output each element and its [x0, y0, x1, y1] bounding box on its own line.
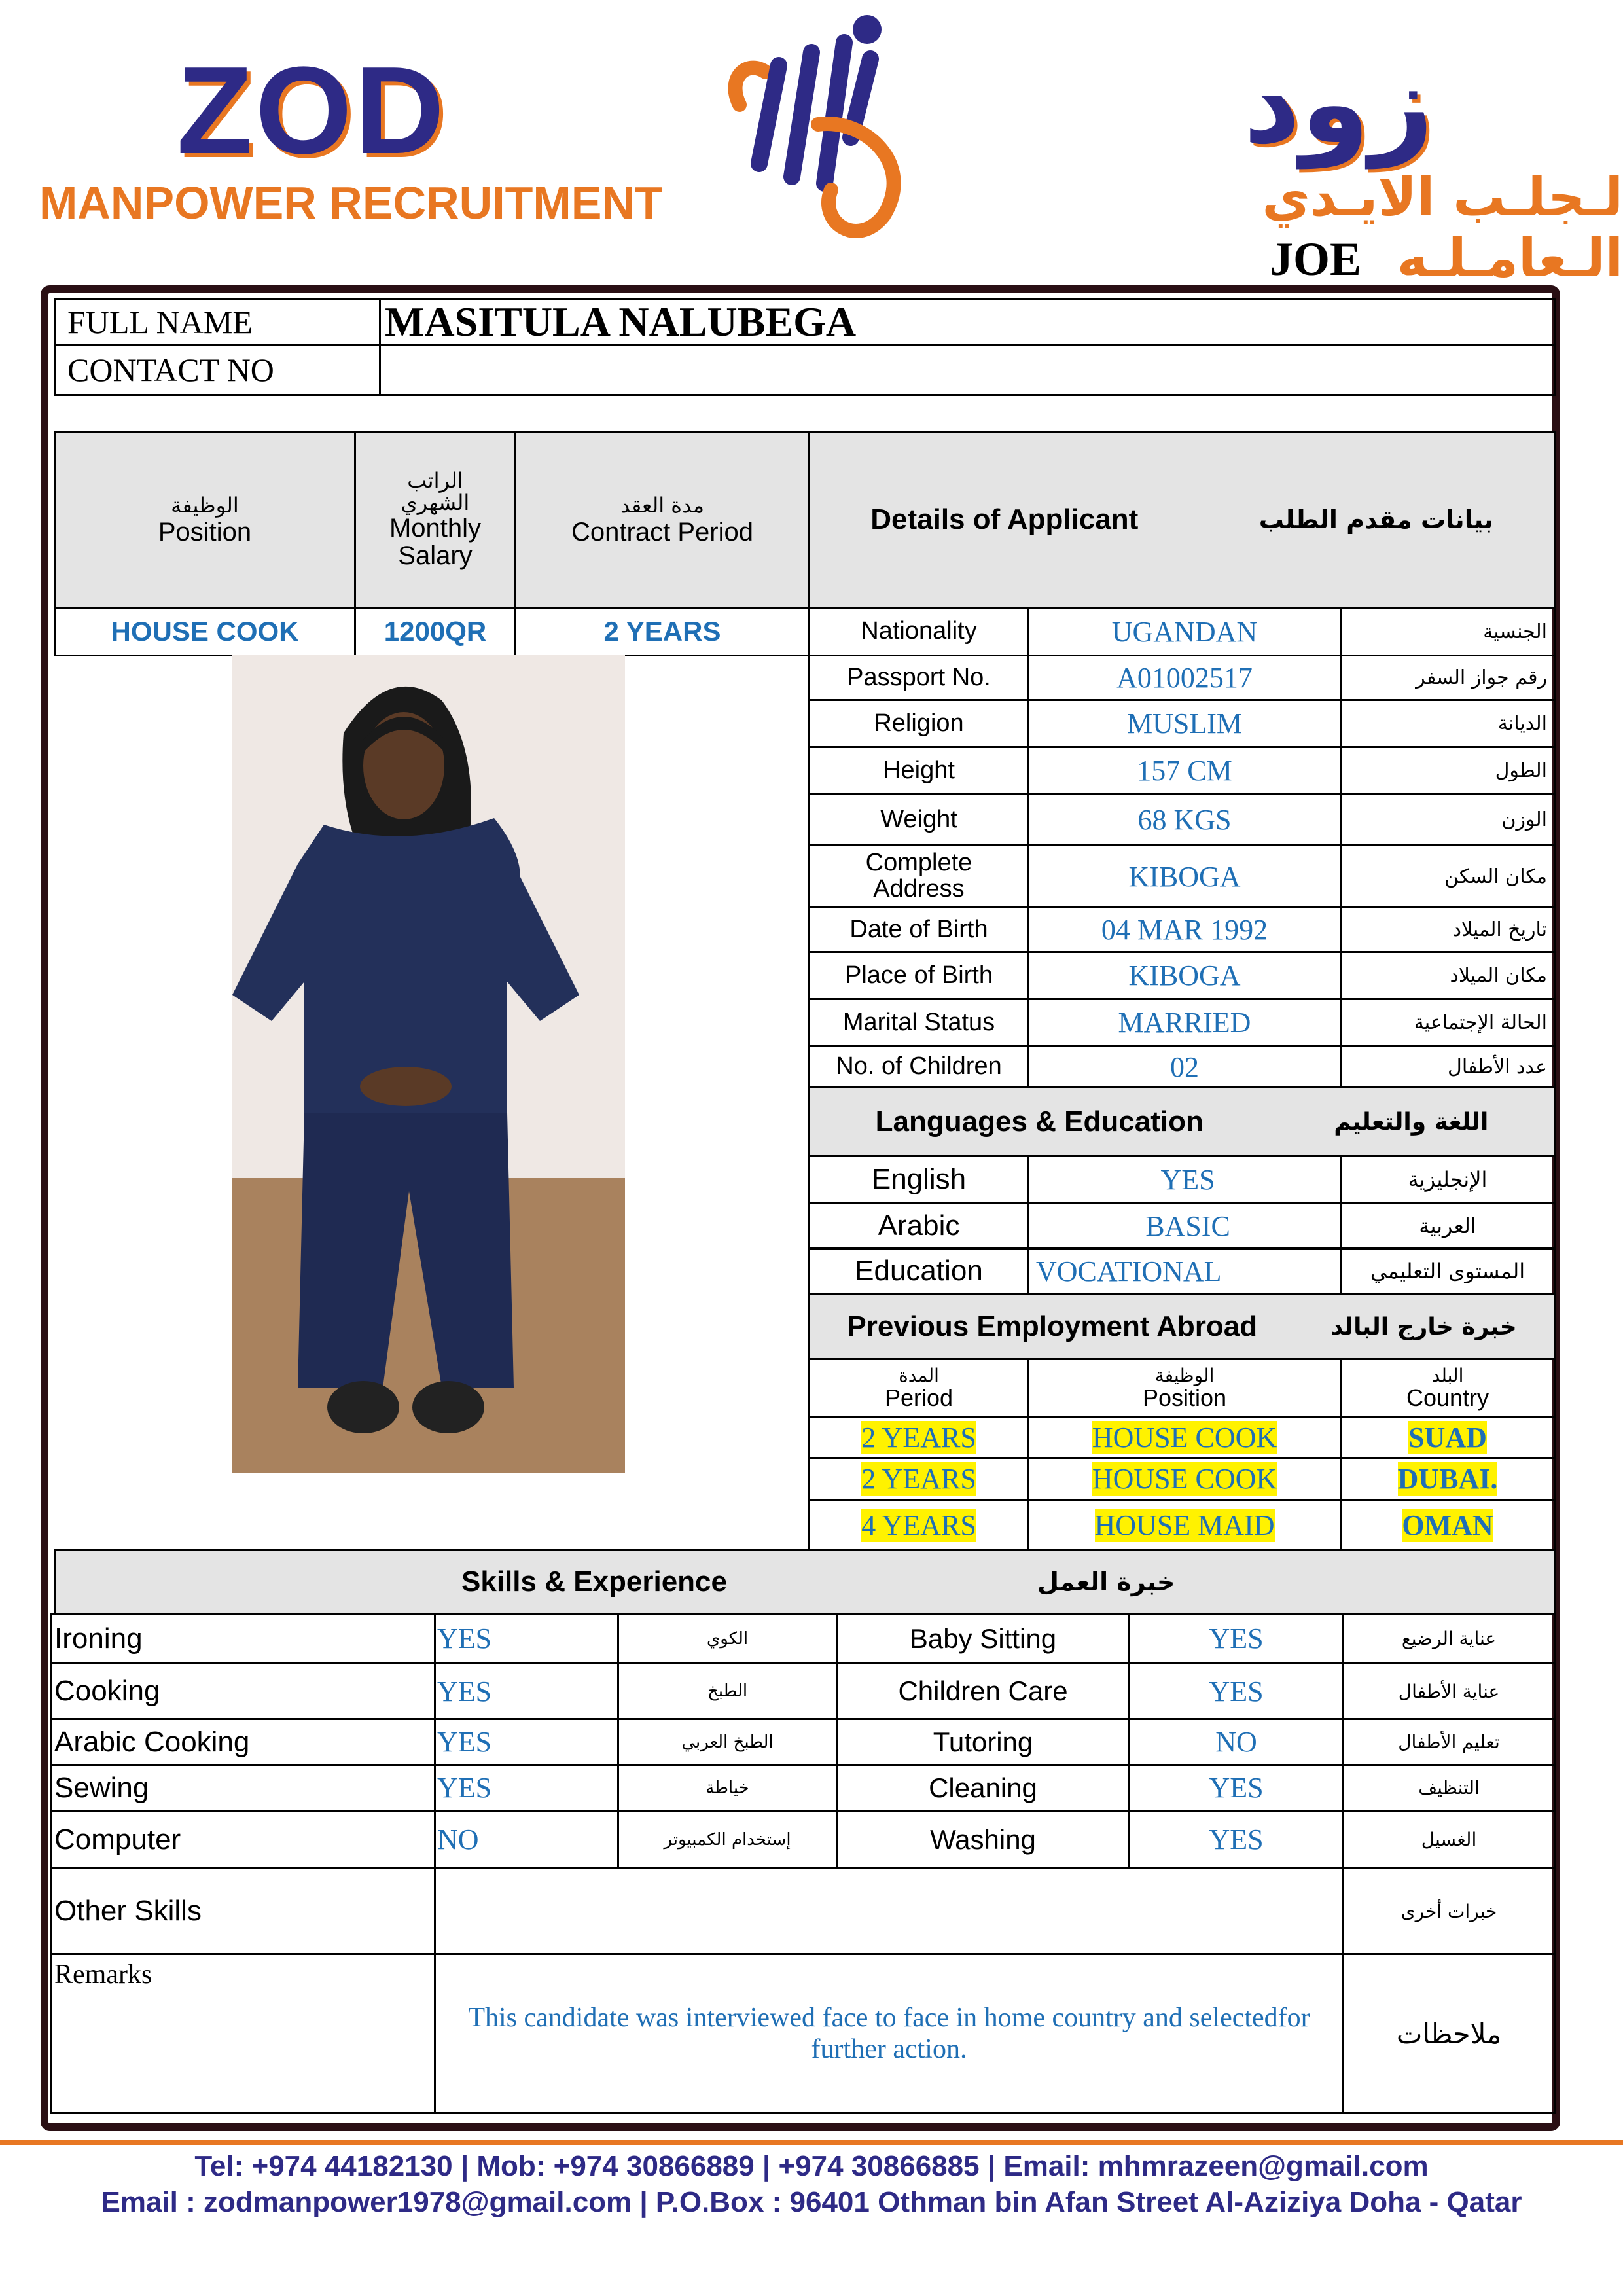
- detail-value: MARRIED: [1027, 998, 1342, 1047]
- employment-period-text: 2 YEARS: [861, 1463, 976, 1495]
- arabic-brand: زود: [1243, 39, 1434, 169]
- skill-label-ar: إستخدام الكمبيوتر: [617, 1810, 838, 1869]
- detail-label-ar: الطول: [1340, 746, 1556, 795]
- detail-value: 02: [1027, 1045, 1342, 1088]
- salary-header-en2: Salary: [398, 541, 473, 570]
- skills-title-ar: خبرة العمل: [1037, 1568, 1175, 1596]
- skill-value: YES: [1128, 1764, 1344, 1812]
- detail-label: Date of Birth: [808, 906, 1029, 953]
- employment-title: Previous Employment Abroad: [847, 1310, 1258, 1342]
- remarks-text: This candidate was interviewed face to face in home country and selectedfor further action.: [434, 1953, 1344, 2114]
- employment-header: [808, 1293, 1556, 1360]
- employment-period: [808, 1499, 1029, 1551]
- detail-label: Place of Birth: [808, 951, 1029, 1000]
- employment-country-header: [1340, 1358, 1556, 1418]
- skill-label: Cooking: [50, 1662, 436, 1720]
- employment-position-label: Position: [1142, 1384, 1227, 1411]
- detail-value: UGANDAN: [1027, 607, 1342, 656]
- skill-label: Washing: [836, 1810, 1130, 1869]
- skill-label: Cleaning: [836, 1764, 1130, 1812]
- applicant-photo: [232, 655, 625, 1473]
- employment-period-text: 2 YEARS: [861, 1422, 976, 1454]
- skill-value: YES: [1128, 1613, 1344, 1664]
- employment-position-header: [1027, 1358, 1342, 1418]
- detail-label-ar: عدد الأطفال: [1340, 1045, 1556, 1088]
- detail-label: Passport No.: [808, 655, 1029, 701]
- contract-header-ar: مدة العقد: [620, 492, 704, 518]
- employment-period-text: 4 YEARS: [861, 1509, 976, 1541]
- employment-country-text: DUBAI.: [1397, 1463, 1498, 1495]
- detail-value: KIBOGA: [1027, 844, 1342, 908]
- skill-label-ar: تعليم الأطفال: [1342, 1718, 1556, 1766]
- detail-label-ar: تاريخ الميلاد: [1340, 906, 1556, 953]
- language-label: English: [808, 1155, 1029, 1204]
- detail-label-ar: الجنسية: [1340, 607, 1556, 656]
- detail-value: A01002517: [1027, 655, 1342, 701]
- position-header: [54, 431, 356, 609]
- skill-label-ar: الطبخ العربي: [617, 1718, 838, 1766]
- detail-value: 04 MAR 1992: [1027, 906, 1342, 953]
- brand-emblem-icon: [720, 7, 936, 255]
- employment-position: [1027, 1416, 1342, 1459]
- skill-label: Computer: [50, 1810, 436, 1869]
- language-label-ar: المستوى التعليمي: [1340, 1247, 1556, 1295]
- skill-value: YES: [434, 1718, 619, 1766]
- details-header-en: Details of Applicant: [870, 503, 1139, 535]
- skill-value: YES: [1128, 1810, 1344, 1869]
- skill-value: NO: [434, 1810, 619, 1869]
- footer-contact-line: Tel: +974 44182130 | Mob: +974 30866889 | +974 30866885 | Email: mhmrazeen@gmail.com: [194, 2150, 1429, 2182]
- skill-label-ar: الطبخ: [617, 1662, 838, 1720]
- details-header-ar: بيانات مقدم الطلب: [1258, 505, 1493, 534]
- employment-country: [1340, 1499, 1556, 1551]
- skill-value: YES: [434, 1764, 619, 1812]
- position-header-ar: الوظيفة: [171, 492, 239, 518]
- detail-label: Height: [808, 746, 1029, 795]
- full-name-value: MASITULA NALUBEGA: [379, 298, 1556, 346]
- skill-label-ar: عناية الأطفال: [1342, 1662, 1556, 1720]
- employment-period: [808, 1457, 1029, 1501]
- language-value: YES: [1027, 1155, 1342, 1204]
- salary-value: 1200QR: [354, 607, 516, 656]
- employment-country-label: Country: [1406, 1384, 1489, 1411]
- employment-period: [808, 1416, 1029, 1459]
- employment-country-text: SUAD: [1408, 1422, 1487, 1454]
- skill-value: YES: [1128, 1662, 1344, 1720]
- detail-label: Weight: [808, 793, 1029, 846]
- salary-header-en1: Monthly: [389, 513, 482, 543]
- detail-label-ar: الحالة الإجتماعية: [1340, 998, 1556, 1047]
- detail-label-ar: رقم جواز السفر: [1340, 655, 1556, 701]
- employment-country: [1340, 1457, 1556, 1501]
- footer-divider: [0, 2140, 1623, 2145]
- detail-value: 157 CM: [1027, 746, 1342, 795]
- skill-label: Arabic Cooking: [50, 1718, 436, 1766]
- other-skills-ar: خبرات أخرى: [1342, 1867, 1556, 1955]
- salary-header-ar1: الراتب: [407, 468, 463, 493]
- agent-name: JOE: [1270, 233, 1362, 285]
- detail-value: KIBOGA: [1027, 951, 1342, 1000]
- employment-position-ar: الوظيفة: [1154, 1365, 1215, 1387]
- detail-label: No. of Children: [808, 1045, 1029, 1088]
- detail-label: Complete Address: [808, 844, 1029, 908]
- contact-label: CONTACT NO: [54, 344, 381, 396]
- remarks-ar: ملاحظات: [1342, 1953, 1556, 2114]
- skill-label: Children Care: [836, 1662, 1130, 1720]
- detail-label: Nationality: [808, 607, 1029, 656]
- detail-label: Marital Status: [808, 998, 1029, 1047]
- skill-value: YES: [434, 1613, 619, 1664]
- employment-period-label: Period: [884, 1384, 954, 1411]
- detail-value: MUSLIM: [1027, 699, 1342, 748]
- detail-label-ar: الديانة: [1340, 699, 1556, 748]
- language-value: VOCATIONAL: [1027, 1247, 1342, 1295]
- other-skills-value: [434, 1867, 1344, 1955]
- arabic-subtitle: لـجلـب الايـدي الـعامـلـه: [1262, 167, 1623, 289]
- skill-label-ar: التنظيف: [1342, 1764, 1556, 1812]
- contract-value: 2 YEARS: [514, 607, 810, 656]
- employment-position-text: HOUSE COOK: [1092, 1463, 1277, 1495]
- skills-header: [54, 1549, 1556, 1615]
- language-label-ar: الإنجليزية: [1340, 1155, 1556, 1204]
- employment-position: [1027, 1457, 1342, 1501]
- skill-label: Baby Sitting: [836, 1613, 1130, 1664]
- skill-label-ar: الكوي: [617, 1613, 838, 1664]
- skill-label: Tutoring: [836, 1718, 1130, 1766]
- employment-country: [1340, 1416, 1556, 1459]
- employment-period-ar: المدة: [899, 1365, 939, 1387]
- languages-title: Languages & Education: [875, 1105, 1204, 1138]
- employment-country-text: OMAN: [1402, 1509, 1493, 1541]
- detail-value: 68 KGS: [1027, 793, 1342, 846]
- skill-value: YES: [434, 1662, 619, 1720]
- details-header: [808, 431, 1556, 609]
- employment-country-ar: البلد: [1431, 1365, 1464, 1387]
- contract-header-en: Contract Period: [571, 517, 753, 547]
- other-skills-label: Other Skills: [50, 1867, 436, 1955]
- remarks-label: Remarks: [50, 1953, 436, 2114]
- skill-label-ar: عناية الرضيع: [1342, 1613, 1556, 1664]
- salary-header: [354, 431, 516, 609]
- language-label-ar: العربية: [1340, 1202, 1556, 1250]
- language-value: BASIC: [1027, 1202, 1342, 1250]
- contact-value: [379, 344, 1556, 396]
- language-label: Education: [808, 1247, 1029, 1295]
- languages-title-ar: اللغة والتعليم: [1334, 1108, 1489, 1136]
- language-label: Arabic: [808, 1202, 1029, 1250]
- detail-label: Religion: [808, 699, 1029, 748]
- skill-label-ar: الغسيل: [1342, 1810, 1556, 1869]
- brand-logo-text: ZOD: [177, 41, 448, 180]
- footer-address-line: Email : zodmanpower1978@gmail.com | P.O.Box : 96401 Othman bin Afan Street Al-Aziziya Doha - Qatar: [101, 2186, 1522, 2218]
- salary-header-ar2: الشهري: [401, 490, 470, 515]
- employment-period-header: [808, 1358, 1029, 1418]
- employment-position-text: HOUSE COOK: [1092, 1422, 1277, 1454]
- position-header-en: Position: [158, 517, 252, 547]
- languages-header: [808, 1086, 1556, 1157]
- skill-label: Sewing: [50, 1764, 436, 1812]
- skill-label-ar: خياطة: [617, 1764, 838, 1812]
- detail-label-ar: مكان السكن: [1340, 844, 1556, 908]
- detail-label-ar: الوزن: [1340, 793, 1556, 846]
- skills-title: Skills & Experience: [461, 1566, 727, 1598]
- skill-label: Ironing: [50, 1613, 436, 1664]
- employment-position: [1027, 1499, 1342, 1551]
- contract-header: [514, 431, 810, 609]
- skill-value: NO: [1128, 1718, 1344, 1766]
- employment-position-text: HOUSE MAID: [1094, 1509, 1275, 1541]
- position-value: HOUSE COOK: [54, 607, 356, 656]
- detail-label-ar: مكان الميلاد: [1340, 951, 1556, 1000]
- full-name-label: FULL NAME: [54, 298, 381, 346]
- employment-title-ar: خبرة خارج البالد: [1330, 1313, 1517, 1340]
- brand-subtitle: MANPOWER RECRUITMENT: [39, 177, 663, 228]
